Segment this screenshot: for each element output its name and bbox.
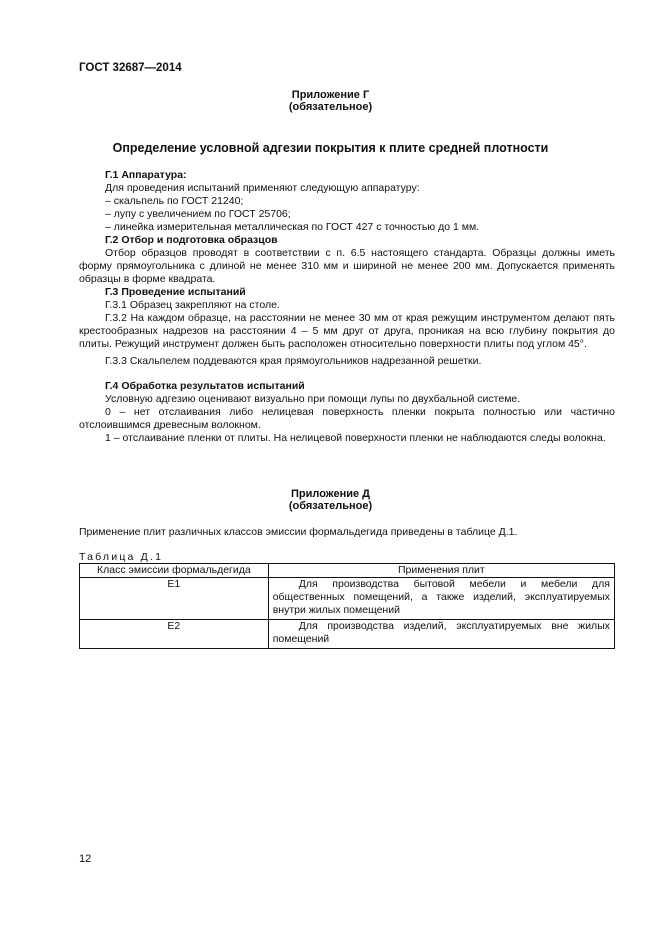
emission-table [79,563,615,649]
appendix-d-status: (обязательное) [288,500,373,512]
section-g4-p2: 0 – нет отслаивания либо нелицевая поверхность пленки покрыта полностью или частично отслоившимся древесным волокном. [79,406,615,431]
section-g3-title: Г.3 Проведение испытаний [105,286,246,298]
table-header-class: Класс эмиссии формальдегида [80,564,269,578]
list-item: – скальпель по ГОСТ 21240; [105,195,244,207]
section-g2-text: Отбор образцов проводят в соответствии с п. 6.5 настоящего стандарта. Образцы должны иметь форму прямоугольника с длиной не менее 310 мм и шириной не менее 200 мм. Допускается применять образцы в форме квадрата. [79,247,615,285]
appendix-g-body [79,169,615,445]
list-item: – лупу с увеличением по ГОСТ 25706; [105,208,291,220]
section-g3-p3: Г.3.3 Скальпелем поддеваются края прямоугольников надрезанной решетки. [105,355,482,367]
appendix-g-status: (обязательное) [288,101,373,113]
appendix-d-intro: Применение плит различных классов эмиссии формальдегида приведены в таблице Д.1. [79,526,518,538]
table-cell-class: Е1 [80,578,269,620]
section-g3-p1: Г.3.1 Образец закрепляют на столе. [105,299,280,311]
appendix-d-title: Приложение Д [291,488,370,500]
section-g1-title: Г.1 Аппаратура: [105,169,187,181]
table-cell-class: Е2 [80,620,269,649]
section-g3-p2: Г.3.2 На каждом образце, на расстоянии не менее 30 мм от края режущим инструментом делают пять крестообразных надрезов на расстоянии 4 – 5 мм друг от друга, проникая на всю глубину покрытия до плиты. Режущий инструмент должен быть расположен относительно поверхности плиты под углом 45°. [79,312,615,350]
section-g4-p3: 1 – отслаивание пленки от плиты. На нелицевой поверхности пленки не наблюдаются следы волокна. [105,432,606,444]
table-caption: Таблица Д.1 [79,551,164,563]
table-row [80,578,615,620]
appendix-g-heading: Определение условной адгезии покрытия к плите средней плотности [112,141,549,155]
section-g1-intro: Для проведения испытаний применяют следующую аппаратуру: [105,182,420,194]
table-header-usage: Применения плит [268,564,614,578]
standard-header: ГОСТ 32687—2014 [79,62,182,74]
table-cell-usage: Для производства бытовой мебели и мебели для общественных помещений, а также изделий, эксплуатируемых внутри жилых помещений [268,578,614,620]
page-number: 12 [79,853,92,865]
list-item: – линейка измерительная металлическая по ГОСТ 427 с точностью до 1 мм. [105,221,480,233]
section-g4-p1: Условную адгезию оценивают визуально при помощи лупы по двухбальной системе. [105,393,521,405]
table-cell-usage: Для производства изделий, эксплуатируемых вне жилых помещений [268,620,614,649]
section-g2-title: Г.2 Отбор и подготовка образцов [105,234,278,246]
section-g4-title: Г.4 Обработка результатов испытаний [105,380,305,392]
table-row [80,620,615,649]
appendix-g-title: Приложение Г [291,89,370,101]
